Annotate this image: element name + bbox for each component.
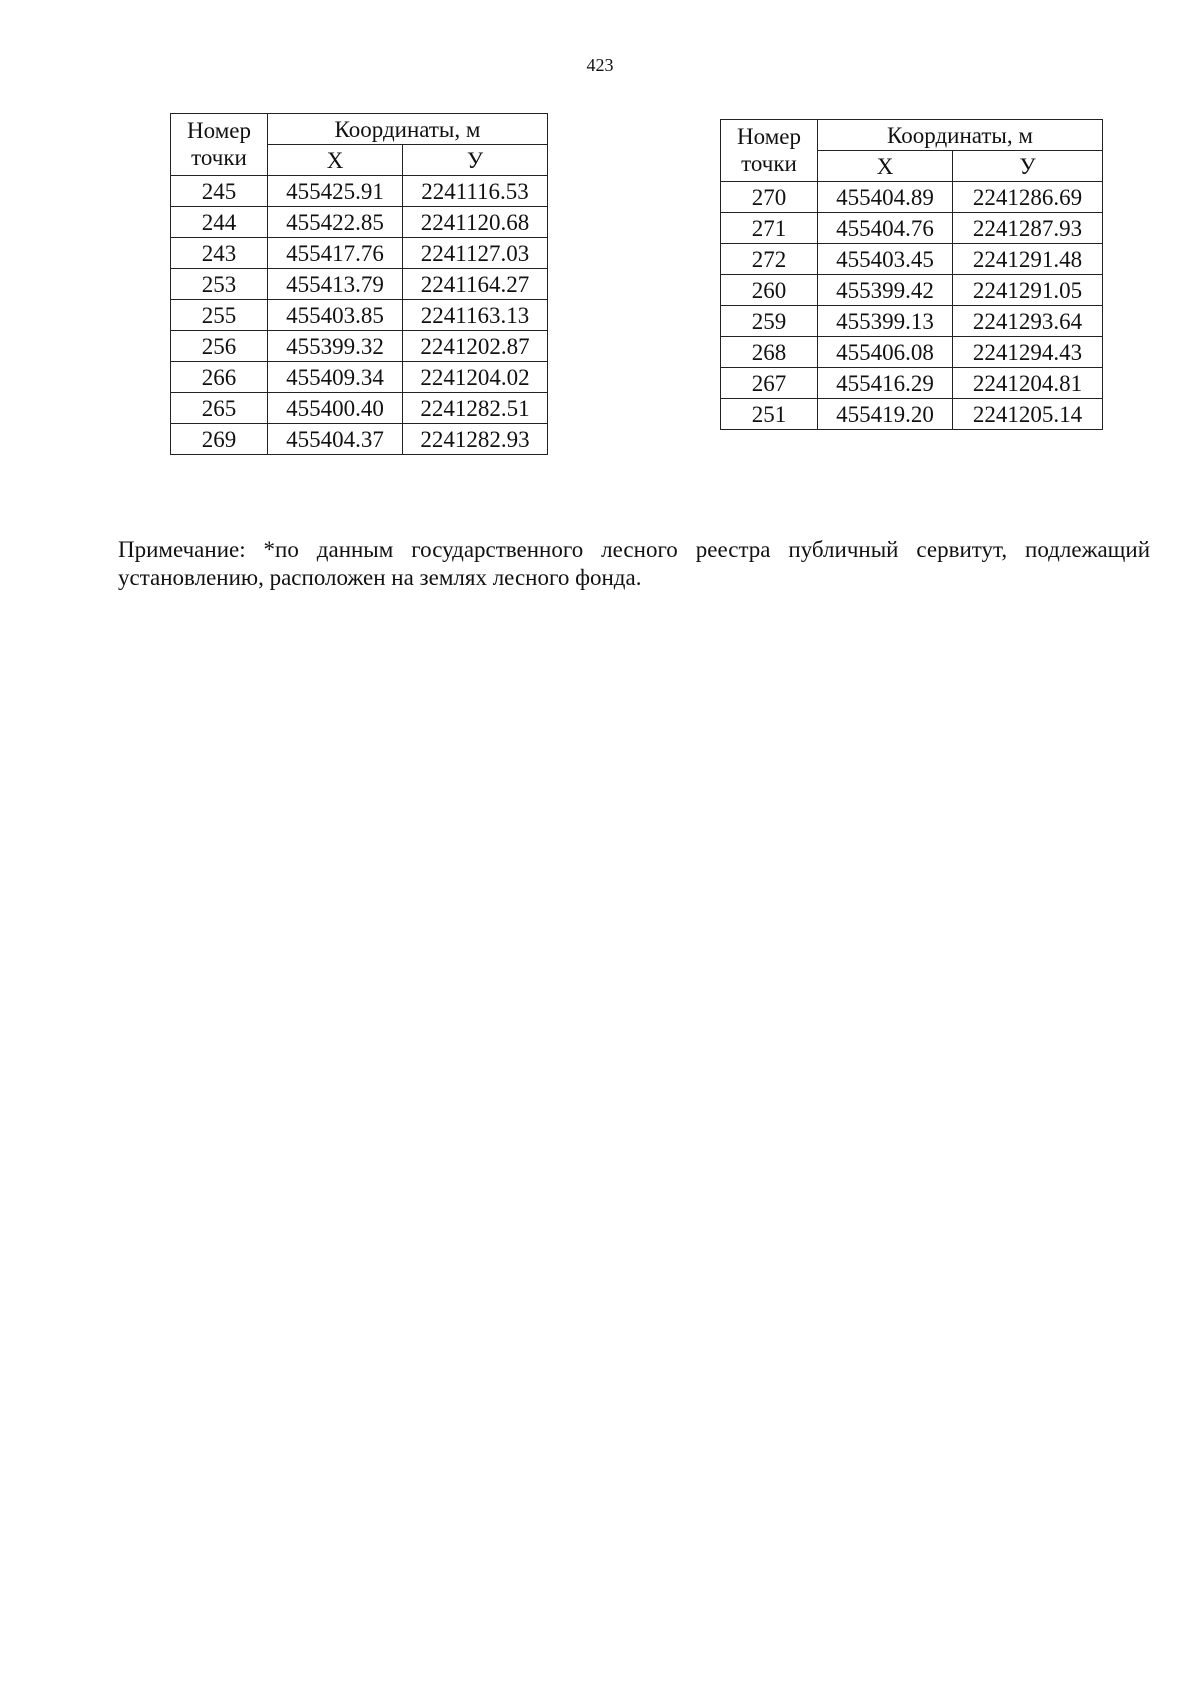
table-row <box>721 337 1103 368</box>
cell-y: 2241127.03 <box>403 238 548 269</box>
cell-point: 244 <box>171 207 268 238</box>
table-row <box>171 176 548 207</box>
page-number: 423 <box>586 55 614 75</box>
coordinates-table-right <box>720 119 1103 430</box>
cell-point: 269 <box>171 424 268 455</box>
cell-x: 455404.37 <box>268 424 403 455</box>
table-row <box>721 368 1103 399</box>
footnote: Примечание: *по данным государственного лесного реестра публичный сервитут, подлежащий установлению, расположен на землях лесного фонда. <box>118 537 1150 590</box>
cell-y: 2241282.93 <box>403 424 548 455</box>
cell-point: 271 <box>721 213 818 244</box>
cell-x: 455419.20 <box>818 399 953 430</box>
header-x: X <box>268 145 403 176</box>
cell-y: 2241291.48 <box>953 244 1103 275</box>
header-point-number-line1: Номер <box>187 118 251 144</box>
header-coordinates: Координаты, м <box>818 120 1103 151</box>
cell-x: 455417.76 <box>268 238 403 269</box>
header-y: У <box>953 151 1103 182</box>
cell-point: 253 <box>171 269 268 300</box>
cell-point: 245 <box>171 176 268 207</box>
table-row <box>171 393 548 424</box>
header-point-number <box>721 120 818 182</box>
table-row <box>171 362 548 393</box>
table-row <box>721 213 1103 244</box>
table-row <box>721 399 1103 430</box>
cell-x: 455406.08 <box>818 337 953 368</box>
cell-x: 455404.76 <box>818 213 953 244</box>
table-row <box>171 207 548 238</box>
cell-y: 2241202.87 <box>403 331 548 362</box>
cell-y: 2241287.93 <box>953 213 1103 244</box>
table-header-row <box>721 120 1103 151</box>
cell-x: 455404.89 <box>818 182 953 213</box>
cell-y: 2241282.51 <box>403 393 548 424</box>
cell-y: 2241286.69 <box>953 182 1103 213</box>
table-row <box>171 238 548 269</box>
cell-y: 2241293.64 <box>953 306 1103 337</box>
header-point-number-line2: точки <box>191 144 247 170</box>
header-point-number <box>171 114 268 176</box>
cell-point: 266 <box>171 362 268 393</box>
cell-y: 2241204.81 <box>953 368 1103 399</box>
table-row <box>721 244 1103 275</box>
table-row <box>171 424 548 455</box>
cell-x: 455422.85 <box>268 207 403 238</box>
cell-point: 256 <box>171 331 268 362</box>
header-point-number-line1: Номер <box>737 124 801 150</box>
cell-x: 455399.13 <box>818 306 953 337</box>
cell-x: 455416.29 <box>818 368 953 399</box>
cell-x: 455399.42 <box>818 275 953 306</box>
cell-x: 455403.85 <box>268 300 403 331</box>
header-coordinates: Координаты, м <box>268 114 548 145</box>
cell-point: 272 <box>721 244 818 275</box>
header-point-number-line2: точки <box>741 150 797 176</box>
cell-y: 2241294.43 <box>953 337 1103 368</box>
cell-x: 455400.40 <box>268 393 403 424</box>
cell-x: 455399.32 <box>268 331 403 362</box>
table-row <box>171 300 548 331</box>
table-row <box>171 331 548 362</box>
cell-x: 455425.91 <box>268 176 403 207</box>
cell-y: 2241291.05 <box>953 275 1103 306</box>
cell-point: 243 <box>171 238 268 269</box>
table-row <box>171 269 548 300</box>
cell-y: 2241163.13 <box>403 300 548 331</box>
cell-y: 2241204.02 <box>403 362 548 393</box>
table-row <box>721 275 1103 306</box>
table-row <box>721 182 1103 213</box>
cell-x: 455403.45 <box>818 244 953 275</box>
cell-point: 260 <box>721 275 818 306</box>
cell-point: 267 <box>721 368 818 399</box>
cell-y: 2241164.27 <box>403 269 548 300</box>
coordinates-table-left <box>170 113 548 455</box>
table-header-row <box>171 114 548 145</box>
cell-point: 270 <box>721 182 818 213</box>
cell-point: 268 <box>721 337 818 368</box>
cell-point: 255 <box>171 300 268 331</box>
cell-x: 455413.79 <box>268 269 403 300</box>
cell-x: 455409.34 <box>268 362 403 393</box>
header-y: У <box>403 145 548 176</box>
table-row <box>721 306 1103 337</box>
cell-y: 2241120.68 <box>403 207 548 238</box>
cell-point: 259 <box>721 306 818 337</box>
cell-y: 2241116.53 <box>403 176 548 207</box>
cell-point: 251 <box>721 399 818 430</box>
header-x: X <box>818 151 953 182</box>
cell-point: 265 <box>171 393 268 424</box>
cell-y: 2241205.14 <box>953 399 1103 430</box>
